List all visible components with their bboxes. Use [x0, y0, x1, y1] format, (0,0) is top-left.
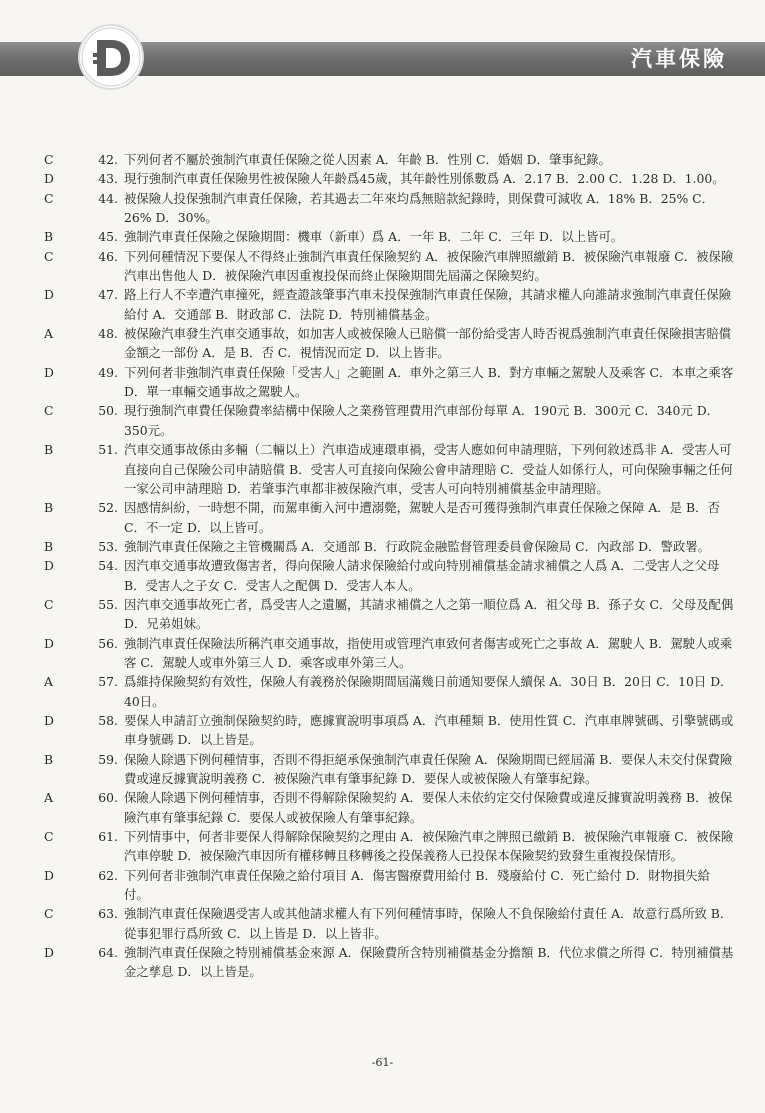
question-text: 路上行人不幸遭汽車撞死，經查證該肇事汽車未投保強制汽車責任保險，其請求權人向誰請求強制汽車責任保險給付 A．交通部 B．財政部 C．法院 D．特別補償基金。: [124, 287, 732, 322]
question-number: 62.: [98, 867, 118, 883]
question-text: 因感情糾紛，一時想不開，而駕車衝入河中遭溺斃，駕駛人是否可獲得強制汽車責任保險之保障 A．是 B．否 C．不一定 D．以上皆可。: [124, 500, 720, 535]
answer-key: A: [44, 326, 53, 342]
question-number: 50.: [98, 403, 118, 419]
question-text: 下列何者非強制汽車責任保險「受害人」之範圍 A．車外之第三人 B．對方車輛之駕駛人及乘客 C．本車之乘客 D．單一車輛交通事故之駕駛人。: [124, 364, 734, 400]
question-number: 53.: [98, 538, 118, 554]
question-item: [44, 169, 734, 188]
question-number: 59.: [98, 751, 118, 767]
question-item: [44, 440, 734, 498]
question-number: 49.: [98, 364, 118, 380]
answer-key: B: [44, 229, 54, 245]
answer-key: C: [44, 152, 54, 167]
question-number: 45.: [98, 229, 118, 245]
question-text: 下列何者非強制汽車責任保險之給付項目 A．傷害醫療費用給付 B．殘廢給付 C．死亡給付 D．財物損失給付。: [124, 867, 711, 903]
question-item: [44, 537, 734, 556]
answer-key: C: [44, 829, 54, 845]
answer-key: B: [44, 500, 54, 516]
answer-key: C: [44, 190, 54, 206]
question-item: [44, 827, 734, 866]
question-number: 52.: [98, 500, 118, 516]
d-logo-icon: [80, 26, 142, 88]
question-item: [44, 788, 734, 827]
question-number: 55.: [98, 596, 118, 612]
question-item: [44, 711, 734, 750]
question-number: 44.: [98, 190, 118, 206]
question-number: 61.: [98, 829, 118, 845]
question-text: 要保人申請訂立強制保險契約時，應據實說明事項爲 A．汽車種類 B．使用性質 C．汽車車牌號碼、引擎號碼或車身號碼 D．以上皆是。: [124, 712, 734, 748]
question-text: 保險人除遇下例何種情事，否則不得解除保險契約 A．要保人未依約定交付保險費或違反據實說明義務 B．被保險汽車有肇事紀錄 C．要保人或被保險人有肇事紀錄。: [124, 790, 733, 825]
question-text: 因汽車交通事故死亡者，爲受害人之遺屬，其請求補償之人之第一順位爲 A．祖父母 B．孫子女 C．父母及配偶 D．兄弟姐妹。: [124, 596, 734, 632]
question-text: 強制汽車責任保險之特別補償基金來源 A．保險費所含特別補償基金分擔額 B．代位求償之所得 C．特別補償基金之孳息 D．以上皆是。: [124, 945, 734, 980]
question-item: [44, 498, 734, 537]
question-number: 54.: [98, 558, 118, 574]
question-number: 46.: [98, 248, 118, 264]
question-item: [44, 943, 734, 982]
question-number: 51.: [98, 442, 118, 458]
answer-key: A: [44, 674, 53, 690]
page-number: -61-: [371, 1056, 394, 1069]
page-header-title: 汽車保險: [631, 47, 727, 71]
question-text: 下列情事中，何者非要保人得解除保險契約之理由 A．被保險汽車之牌照已繳銷 B．被保險汽車報廢 C．被保險汽車停駛 D．被保險汽車因所有權移轉且移轉後之投保義務人已投保本保險契約致發生重複投保情形。: [124, 829, 734, 864]
answer-key: C: [44, 403, 54, 419]
answer-key: D: [44, 364, 54, 380]
question-item: [44, 634, 734, 673]
answer-key: A: [44, 790, 53, 806]
answer-key: D: [44, 867, 54, 883]
question-text: 因汽車交通事故遭致傷害者，得向保險人請求保險給付或向特別補償基金請求補償之人爲 A．二受害人之父母 B．受害人之子女 C．受害人之配偶 D．受害人本人。: [124, 558, 720, 593]
question-text: 爲維持保險契約有效性，保險人有義務於保險期間屆滿幾日前通知要保人續保 A．30日 B．20日 C．10日 D．40日。: [124, 674, 733, 709]
question-text: 強制汽車責任保險之主管機關爲 A．交通部 B．行政院金融監督管理委員會保險局 C．內政部 D．警政署。: [124, 538, 711, 554]
answer-key: D: [44, 945, 54, 961]
question-number: 64.: [98, 945, 118, 961]
question-item: [44, 750, 734, 789]
answer-key: C: [44, 248, 54, 264]
question-item: [44, 247, 734, 286]
question-item: [44, 150, 734, 169]
question-text: 被保險汽車發生汽車交通事故，如加害人或被保險人已賠償一部份給受害人時否視爲強制汽車責任保險損害賠償金額之一部份 A．是 B．否 C．視情況而定 D．以上皆非。: [124, 326, 732, 361]
answer-key: B: [44, 751, 54, 767]
answer-key: D: [44, 171, 54, 187]
question-text: 強制汽車責任保險法所稱汽車交通事故，指使用或管理汽車致何者傷害或死亡之事故 A．駕駛人 B．駕駛人或乘客 C．駕駛人或車外第三人 D．乘客或車外第三人。: [124, 635, 733, 670]
answer-key: D: [44, 712, 54, 728]
question-text: 下列何種情況下要保人不得終止強制汽車責任保險契約 A．被保險汽車牌照繳銷 B．被保險汽車報廢 C．被保險汽車出售他人 D．被保險汽車因重複投保而終止保險期間先屆滿之保險契約。: [124, 248, 734, 284]
question-text: 強制汽車責任保險遇受害人或其他請求權人有下列何種情事時，保險人不負保險給付責任 A．故意行爲所致 B．從事犯罪行爲所致 C．以上皆是 D．以上皆非。: [124, 906, 733, 941]
question-text: 現行強制汽車費任保險費率結構中保險人之業務管理費用汽車部份每單 A．190元 B．300元 C．340元 D．350元。: [124, 403, 720, 438]
question-text: 被保險人投保強制汽車責任保險，若其過去二年來均爲無賠款紀錄時，則保費可減收 A．18% B．25% C．26% D．30%。: [124, 190, 715, 226]
question-item: [44, 285, 734, 324]
question-number: 57.: [98, 674, 118, 690]
question-item: [44, 363, 734, 402]
question-text: 下列何者不屬於強制汽車責任保險之從人因素 A．年齡 B．性別 C．婚姻 D．肇事紀錄。: [124, 152, 611, 167]
question-item: [44, 904, 734, 943]
answer-key: B: [44, 538, 54, 554]
question-number: 58.: [98, 712, 118, 728]
question-number: 48.: [98, 326, 118, 342]
question-list: [44, 150, 734, 982]
answer-key: D: [44, 558, 54, 574]
question-number: 60.: [98, 790, 118, 806]
question-number: 47.: [98, 287, 118, 303]
question-text: 強制汽車責任保險之保險期間：機車（新車）爲 A．一年 B．二年 C．三年 D．以上皆可。: [124, 229, 624, 245]
question-number: 56.: [98, 635, 118, 651]
question-item: [44, 556, 734, 595]
question-item: [44, 866, 734, 905]
question-text: 汽車交通事故係由多輛（二輛以上）汽車造成連環車禍，受害人應如何申請理賠，下列何敘述爲非 A．受害人可直接向自己保險公司申請賠償 B．受害人可直接向保險公會申請理賠 C．受益人如係行人，可向保險事輛之任何一家公司申請理賠 D．若肇事汽車都非被保險汽車，受害人可向特別補償基金申請理賠。: [124, 442, 733, 496]
question-item: [44, 672, 734, 711]
answer-key: D: [44, 287, 54, 303]
answer-key: C: [44, 906, 54, 922]
question-item: [44, 227, 734, 246]
question-text: 現行強制汽車責任保險男性被保險人年齡爲45歲，其年齡性別係數爲 A．2.17 B．2.00 C．1.28 D．1.00。: [124, 171, 725, 187]
question-number: 43.: [98, 171, 118, 187]
answer-key: B: [44, 442, 54, 458]
question-item: [44, 189, 734, 228]
question-item: [44, 595, 734, 634]
question-number: 42.: [98, 152, 118, 167]
question-number: 63.: [98, 906, 118, 922]
answer-key: C: [44, 596, 54, 612]
question-item: [44, 401, 734, 440]
question-text: 保險人除遇下例何種情事，否則不得拒絕承保強制汽車責任保險 A．保險期間已經屆滿 B．要保人未交付保費險費或違反據實說明義務 C．被保險汽車有肇事紀錄 D．要保人或被保險人有肇事紀錄。: [124, 751, 733, 786]
question-item: [44, 324, 734, 363]
answer-key: D: [44, 635, 54, 651]
